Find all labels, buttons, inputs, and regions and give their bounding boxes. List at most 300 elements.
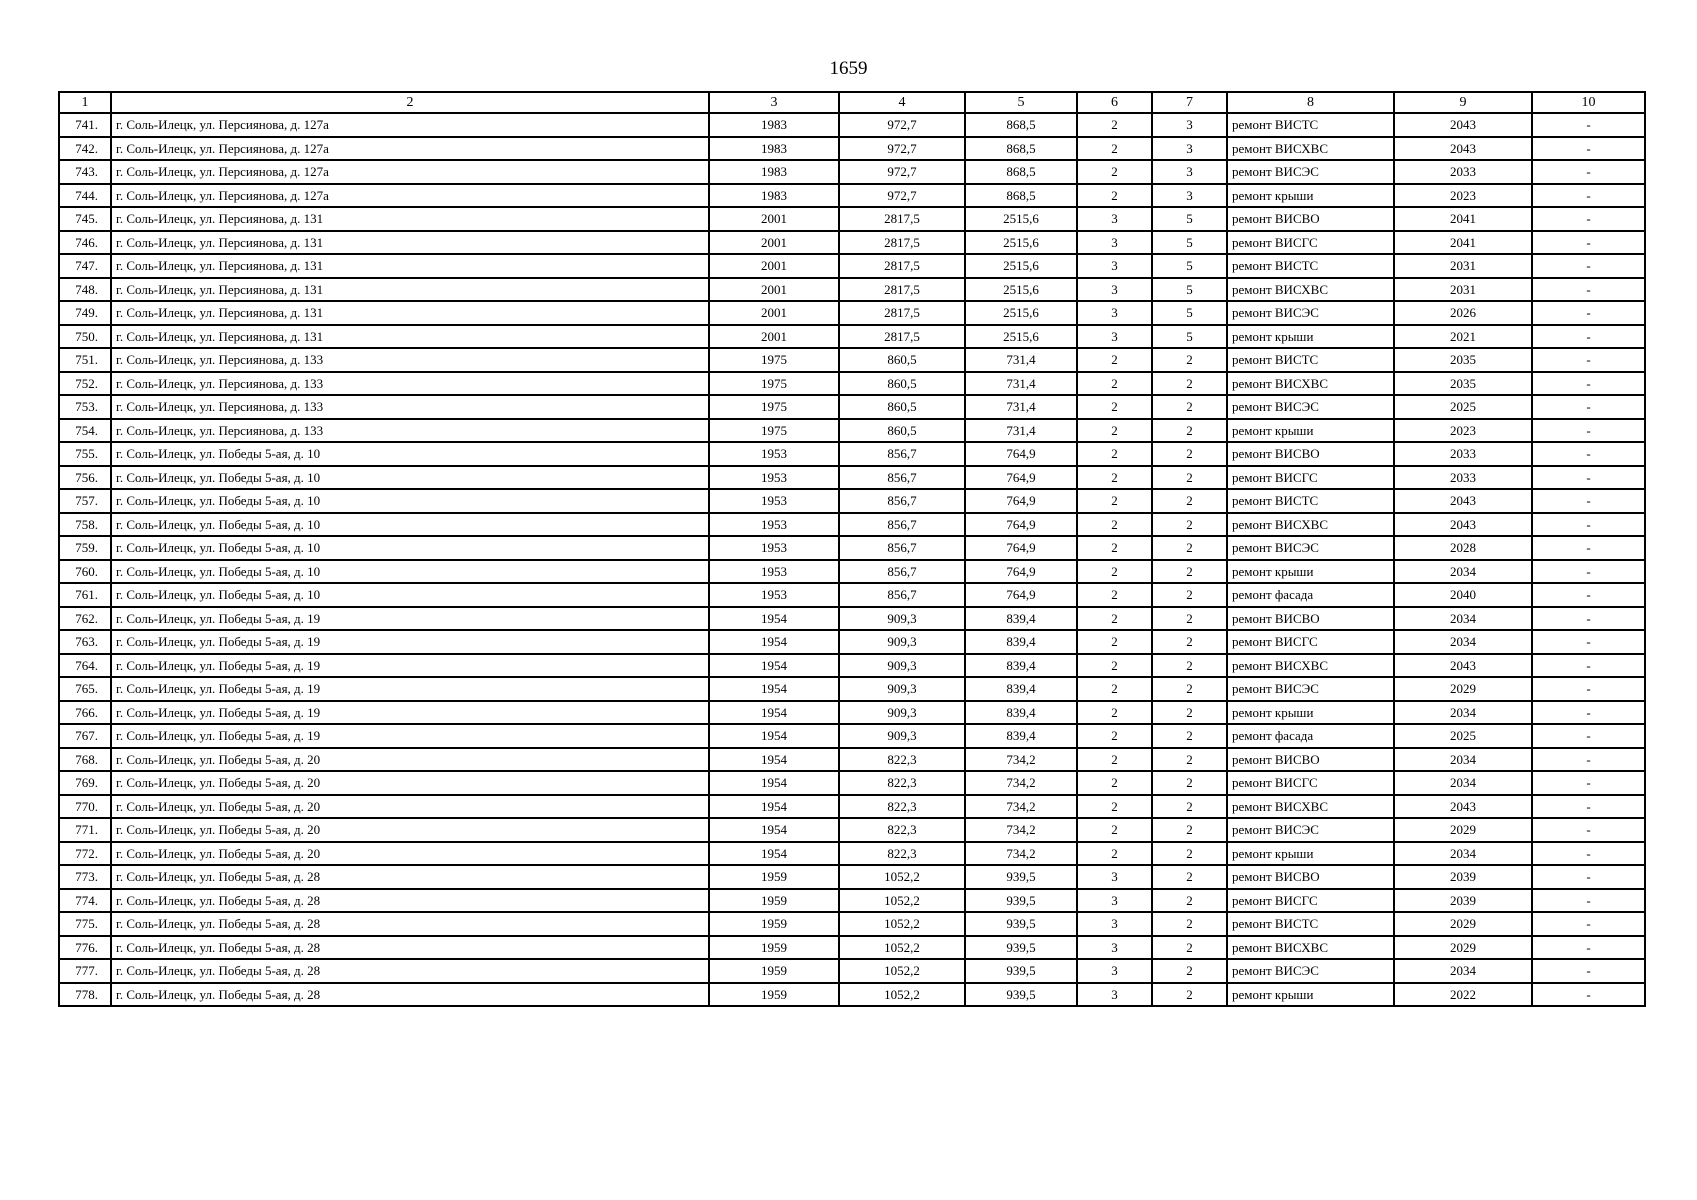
work-type-cell: ремонт ВИСВО (1227, 207, 1394, 231)
planned-year-cell: 2040 (1394, 583, 1532, 607)
note-cell: - (1532, 654, 1645, 678)
table-row (59, 607, 1645, 631)
year-cell: 1953 (709, 466, 839, 490)
planned-year-cell: 2031 (1394, 254, 1532, 278)
address-cell: г. Соль-Илецк, ул. Персиянова, д. 133 (111, 372, 709, 396)
note-cell: - (1532, 325, 1645, 349)
living-area-cell: 839,4 (965, 630, 1077, 654)
address-cell: г. Соль-Илецк, ул. Победы 5-ая, д. 10 (111, 536, 709, 560)
note-cell: - (1532, 536, 1645, 560)
note-cell: - (1532, 936, 1645, 960)
entrances-cell: 5 (1152, 254, 1227, 278)
note-cell: - (1532, 278, 1645, 302)
entrances-cell: 2 (1152, 560, 1227, 584)
entrances-cell: 2 (1152, 818, 1227, 842)
living-area-cell: 731,4 (965, 372, 1077, 396)
year-cell: 1954 (709, 842, 839, 866)
table-row (59, 419, 1645, 443)
total-area-cell: 2817,5 (839, 231, 965, 255)
row-number-cell: 772. (59, 842, 111, 866)
total-area-cell: 1052,2 (839, 959, 965, 983)
year-cell: 1954 (709, 607, 839, 631)
note-cell: - (1532, 395, 1645, 419)
planned-year-cell: 2023 (1394, 184, 1532, 208)
work-type-cell: ремонт ВИСЭС (1227, 160, 1394, 184)
planned-year-cell: 2029 (1394, 677, 1532, 701)
year-cell: 2001 (709, 278, 839, 302)
planned-year-cell: 2025 (1394, 724, 1532, 748)
floors-cell: 2 (1077, 419, 1152, 443)
year-cell: 1954 (709, 701, 839, 725)
note-cell: - (1532, 842, 1645, 866)
row-number-cell: 753. (59, 395, 111, 419)
floors-cell: 2 (1077, 748, 1152, 772)
entrances-cell: 5 (1152, 301, 1227, 325)
table-row (59, 560, 1645, 584)
floors-cell: 2 (1077, 348, 1152, 372)
entrances-cell: 3 (1152, 160, 1227, 184)
address-cell: г. Соль-Илецк, ул. Победы 5-ая, д. 19 (111, 630, 709, 654)
row-number-cell: 755. (59, 442, 111, 466)
address-cell: г. Соль-Илецк, ул. Персиянова, д. 127а (111, 160, 709, 184)
total-area-cell: 2817,5 (839, 254, 965, 278)
work-type-cell: ремонт ВИСХВС (1227, 137, 1394, 161)
address-cell: г. Соль-Илецк, ул. Победы 5-ая, д. 19 (111, 724, 709, 748)
note-cell: - (1532, 184, 1645, 208)
note-cell: - (1532, 160, 1645, 184)
living-area-cell: 2515,6 (965, 278, 1077, 302)
planned-year-cell: 2034 (1394, 630, 1532, 654)
entrances-cell: 2 (1152, 513, 1227, 537)
floors-cell: 2 (1077, 630, 1152, 654)
year-cell: 1975 (709, 372, 839, 396)
row-number-cell: 746. (59, 231, 111, 255)
total-area-cell: 909,3 (839, 677, 965, 701)
table-row (59, 912, 1645, 936)
year-cell: 1954 (709, 677, 839, 701)
year-cell: 2001 (709, 207, 839, 231)
table-row (59, 771, 1645, 795)
note-cell: - (1532, 889, 1645, 913)
total-area-cell: 972,7 (839, 113, 965, 137)
entrances-cell: 2 (1152, 654, 1227, 678)
year-cell: 1983 (709, 113, 839, 137)
header-row (59, 92, 1645, 113)
work-type-cell: ремонт ВИСТС (1227, 489, 1394, 513)
planned-year-cell: 2041 (1394, 231, 1532, 255)
living-area-cell: 764,9 (965, 536, 1077, 560)
address-cell: г. Соль-Илецк, ул. Победы 5-ая, д. 10 (111, 513, 709, 537)
note-cell: - (1532, 701, 1645, 725)
work-type-cell: ремонт ВИСТС (1227, 348, 1394, 372)
table-row (59, 959, 1645, 983)
note-cell: - (1532, 113, 1645, 137)
entrances-cell: 2 (1152, 724, 1227, 748)
floors-cell: 3 (1077, 983, 1152, 1007)
note-cell: - (1532, 724, 1645, 748)
year-cell: 1959 (709, 912, 839, 936)
floors-cell: 2 (1077, 701, 1152, 725)
floors-cell: 2 (1077, 466, 1152, 490)
year-cell: 1959 (709, 865, 839, 889)
row-number-cell: 765. (59, 677, 111, 701)
total-area-cell: 2817,5 (839, 325, 965, 349)
total-area-cell: 909,3 (839, 607, 965, 631)
total-area-cell: 822,3 (839, 842, 965, 866)
work-type-cell: ремонт ВИСГС (1227, 466, 1394, 490)
note-cell: - (1532, 583, 1645, 607)
note-cell: - (1532, 419, 1645, 443)
planned-year-cell: 2025 (1394, 395, 1532, 419)
address-cell: г. Соль-Илецк, ул. Победы 5-ая, д. 10 (111, 442, 709, 466)
column-header: 10 (1532, 92, 1645, 113)
table-row (59, 207, 1645, 231)
column-header: 5 (965, 92, 1077, 113)
entrances-cell: 5 (1152, 278, 1227, 302)
row-number-cell: 761. (59, 583, 111, 607)
work-type-cell: ремонт ВИСВО (1227, 865, 1394, 889)
table-row (59, 372, 1645, 396)
table-row (59, 583, 1645, 607)
row-number-cell: 756. (59, 466, 111, 490)
year-cell: 1983 (709, 137, 839, 161)
address-cell: г. Соль-Илецк, ул. Победы 5-ая, д. 28 (111, 936, 709, 960)
note-cell: - (1532, 207, 1645, 231)
row-number-cell: 759. (59, 536, 111, 560)
planned-year-cell: 2034 (1394, 560, 1532, 584)
planned-year-cell: 2043 (1394, 137, 1532, 161)
row-number-cell: 770. (59, 795, 111, 819)
note-cell: - (1532, 912, 1645, 936)
total-area-cell: 2817,5 (839, 207, 965, 231)
planned-year-cell: 2034 (1394, 771, 1532, 795)
floors-cell: 2 (1077, 842, 1152, 866)
floors-cell: 3 (1077, 231, 1152, 255)
table-row (59, 889, 1645, 913)
row-number-cell: 748. (59, 278, 111, 302)
entrances-cell: 2 (1152, 936, 1227, 960)
living-area-cell: 939,5 (965, 865, 1077, 889)
column-header: 8 (1227, 92, 1394, 113)
floors-cell: 2 (1077, 677, 1152, 701)
table-row (59, 301, 1645, 325)
address-cell: г. Соль-Илецк, ул. Персиянова, д. 127а (111, 113, 709, 137)
table-row (59, 513, 1645, 537)
living-area-cell: 839,4 (965, 607, 1077, 631)
work-type-cell: ремонт ВИСЭС (1227, 959, 1394, 983)
row-number-cell: 751. (59, 348, 111, 372)
work-type-cell: ремонт крыши (1227, 983, 1394, 1007)
total-area-cell: 856,7 (839, 442, 965, 466)
row-number-cell: 775. (59, 912, 111, 936)
living-area-cell: 764,9 (965, 513, 1077, 537)
work-type-cell: ремонт ВИСХВС (1227, 654, 1394, 678)
floors-cell: 2 (1077, 724, 1152, 748)
address-cell: г. Соль-Илецк, ул. Персиянова, д. 131 (111, 231, 709, 255)
work-type-cell: ремонт крыши (1227, 701, 1394, 725)
living-area-cell: 734,2 (965, 842, 1077, 866)
planned-year-cell: 2034 (1394, 748, 1532, 772)
floors-cell: 3 (1077, 936, 1152, 960)
floors-cell: 3 (1077, 912, 1152, 936)
entrances-cell: 2 (1152, 419, 1227, 443)
floors-cell: 2 (1077, 771, 1152, 795)
year-cell: 1954 (709, 748, 839, 772)
column-header: 7 (1152, 92, 1227, 113)
total-area-cell: 1052,2 (839, 936, 965, 960)
planned-year-cell: 2034 (1394, 607, 1532, 631)
note-cell: - (1532, 513, 1645, 537)
planned-year-cell: 2035 (1394, 372, 1532, 396)
total-area-cell: 2817,5 (839, 301, 965, 325)
note-cell: - (1532, 630, 1645, 654)
year-cell: 1953 (709, 536, 839, 560)
floors-cell: 3 (1077, 325, 1152, 349)
note-cell: - (1532, 489, 1645, 513)
note-cell: - (1532, 677, 1645, 701)
table-row (59, 254, 1645, 278)
year-cell: 1953 (709, 513, 839, 537)
work-type-cell: ремонт ВИСЭС (1227, 536, 1394, 560)
planned-year-cell: 2034 (1394, 842, 1532, 866)
year-cell: 1959 (709, 936, 839, 960)
table-row (59, 701, 1645, 725)
living-area-cell: 2515,6 (965, 207, 1077, 231)
repair-schedule-table (58, 91, 1646, 1007)
row-number-cell: 743. (59, 160, 111, 184)
entrances-cell: 5 (1152, 231, 1227, 255)
table-row (59, 442, 1645, 466)
work-type-cell: ремонт ВИСТС (1227, 912, 1394, 936)
year-cell: 1975 (709, 348, 839, 372)
row-number-cell: 766. (59, 701, 111, 725)
note-cell: - (1532, 254, 1645, 278)
year-cell: 1953 (709, 442, 839, 466)
living-area-cell: 2515,6 (965, 325, 1077, 349)
table-row (59, 842, 1645, 866)
living-area-cell: 939,5 (965, 959, 1077, 983)
table-row (59, 936, 1645, 960)
floors-cell: 2 (1077, 536, 1152, 560)
address-cell: г. Соль-Илецк, ул. Победы 5-ая, д. 20 (111, 771, 709, 795)
year-cell: 2001 (709, 301, 839, 325)
floors-cell: 2 (1077, 372, 1152, 396)
row-number-cell: 762. (59, 607, 111, 631)
total-area-cell: 856,7 (839, 513, 965, 537)
note-cell: - (1532, 865, 1645, 889)
column-header: 4 (839, 92, 965, 113)
planned-year-cell: 2034 (1394, 959, 1532, 983)
floors-cell: 2 (1077, 654, 1152, 678)
living-area-cell: 939,5 (965, 936, 1077, 960)
table-row (59, 278, 1645, 302)
entrances-cell: 2 (1152, 865, 1227, 889)
living-area-cell: 868,5 (965, 160, 1077, 184)
floors-cell: 2 (1077, 442, 1152, 466)
planned-year-cell: 2043 (1394, 654, 1532, 678)
row-number-cell: 764. (59, 654, 111, 678)
table-row (59, 160, 1645, 184)
total-area-cell: 860,5 (839, 372, 965, 396)
floors-cell: 2 (1077, 184, 1152, 208)
living-area-cell: 764,9 (965, 560, 1077, 584)
living-area-cell: 868,5 (965, 137, 1077, 161)
row-number-cell: 749. (59, 301, 111, 325)
note-cell: - (1532, 983, 1645, 1007)
address-cell: г. Соль-Илецк, ул. Персиянова, д. 131 (111, 254, 709, 278)
living-area-cell: 734,2 (965, 771, 1077, 795)
year-cell: 1954 (709, 654, 839, 678)
work-type-cell: ремонт ВИСГС (1227, 889, 1394, 913)
planned-year-cell: 2039 (1394, 889, 1532, 913)
planned-year-cell: 2043 (1394, 513, 1532, 537)
total-area-cell: 860,5 (839, 348, 965, 372)
floors-cell: 2 (1077, 113, 1152, 137)
living-area-cell: 731,4 (965, 395, 1077, 419)
note-cell: - (1532, 959, 1645, 983)
planned-year-cell: 2033 (1394, 442, 1532, 466)
entrances-cell: 2 (1152, 630, 1227, 654)
row-number-cell: 754. (59, 419, 111, 443)
year-cell: 1983 (709, 160, 839, 184)
table-row (59, 983, 1645, 1007)
total-area-cell: 909,3 (839, 630, 965, 654)
column-header: 1 (59, 92, 111, 113)
work-type-cell: ремонт ВИСТС (1227, 113, 1394, 137)
entrances-cell: 2 (1152, 983, 1227, 1007)
planned-year-cell: 2033 (1394, 466, 1532, 490)
total-area-cell: 1052,2 (839, 889, 965, 913)
row-number-cell: 769. (59, 771, 111, 795)
year-cell: 1954 (709, 630, 839, 654)
address-cell: г. Соль-Илецк, ул. Персиянова, д. 131 (111, 207, 709, 231)
floors-cell: 2 (1077, 395, 1152, 419)
entrances-cell: 2 (1152, 372, 1227, 396)
address-cell: г. Соль-Илецк, ул. Персиянова, д. 133 (111, 348, 709, 372)
row-number-cell: 771. (59, 818, 111, 842)
note-cell: - (1532, 231, 1645, 255)
entrances-cell: 2 (1152, 748, 1227, 772)
year-cell: 1959 (709, 983, 839, 1007)
address-cell: г. Соль-Илецк, ул. Победы 5-ая, д. 28 (111, 889, 709, 913)
row-number-cell: 747. (59, 254, 111, 278)
floors-cell: 2 (1077, 818, 1152, 842)
living-area-cell: 764,9 (965, 489, 1077, 513)
work-type-cell: ремонт крыши (1227, 842, 1394, 866)
total-area-cell: 909,3 (839, 724, 965, 748)
floors-cell: 3 (1077, 207, 1152, 231)
total-area-cell: 856,7 (839, 489, 965, 513)
table-row (59, 748, 1645, 772)
planned-year-cell: 2031 (1394, 278, 1532, 302)
entrances-cell: 2 (1152, 912, 1227, 936)
living-area-cell: 734,2 (965, 818, 1077, 842)
work-type-cell: ремонт ВИСЭС (1227, 818, 1394, 842)
address-cell: г. Соль-Илецк, ул. Победы 5-ая, д. 20 (111, 842, 709, 866)
year-cell: 1954 (709, 771, 839, 795)
total-area-cell: 856,7 (839, 560, 965, 584)
total-area-cell: 909,3 (839, 701, 965, 725)
living-area-cell: 2515,6 (965, 231, 1077, 255)
entrances-cell: 2 (1152, 466, 1227, 490)
floors-cell: 3 (1077, 254, 1152, 278)
table-row (59, 113, 1645, 137)
column-header: 9 (1394, 92, 1532, 113)
planned-year-cell: 2035 (1394, 348, 1532, 372)
work-type-cell: ремонт крыши (1227, 419, 1394, 443)
address-cell: г. Соль-Илецк, ул. Персиянова, д. 133 (111, 419, 709, 443)
total-area-cell: 972,7 (839, 184, 965, 208)
work-type-cell: ремонт ВИСВО (1227, 607, 1394, 631)
entrances-cell: 3 (1152, 184, 1227, 208)
year-cell: 1959 (709, 959, 839, 983)
note-cell: - (1532, 442, 1645, 466)
floors-cell: 3 (1077, 959, 1152, 983)
row-number-cell: 776. (59, 936, 111, 960)
planned-year-cell: 2034 (1394, 701, 1532, 725)
address-cell: г. Соль-Илецк, ул. Победы 5-ая, д. 28 (111, 912, 709, 936)
address-cell: г. Соль-Илецк, ул. Победы 5-ая, д. 10 (111, 583, 709, 607)
column-header: 2 (111, 92, 709, 113)
living-area-cell: 764,9 (965, 583, 1077, 607)
year-cell: 1953 (709, 560, 839, 584)
year-cell: 1954 (709, 795, 839, 819)
total-area-cell: 822,3 (839, 818, 965, 842)
living-area-cell: 939,5 (965, 889, 1077, 913)
year-cell: 1959 (709, 889, 839, 913)
entrances-cell: 2 (1152, 889, 1227, 913)
planned-year-cell: 2029 (1394, 936, 1532, 960)
planned-year-cell: 2043 (1394, 113, 1532, 137)
living-area-cell: 764,9 (965, 442, 1077, 466)
address-cell: г. Соль-Илецк, ул. Победы 5-ая, д. 20 (111, 748, 709, 772)
table-row (59, 654, 1645, 678)
address-cell: г. Соль-Илецк, ул. Персиянова, д. 131 (111, 301, 709, 325)
entrances-cell: 5 (1152, 325, 1227, 349)
planned-year-cell: 2039 (1394, 865, 1532, 889)
floors-cell: 3 (1077, 278, 1152, 302)
year-cell: 1954 (709, 818, 839, 842)
table-row (59, 231, 1645, 255)
table-row (59, 489, 1645, 513)
address-cell: г. Соль-Илецк, ул. Персиянова, д. 133 (111, 395, 709, 419)
year-cell: 2001 (709, 325, 839, 349)
living-area-cell: 764,9 (965, 466, 1077, 490)
row-number-cell: 757. (59, 489, 111, 513)
table-row (59, 865, 1645, 889)
page-number: 1659 (829, 58, 868, 79)
entrances-cell: 2 (1152, 677, 1227, 701)
floors-cell: 2 (1077, 513, 1152, 537)
work-type-cell: ремонт ВИСВО (1227, 442, 1394, 466)
table-body (59, 113, 1645, 1006)
planned-year-cell: 2043 (1394, 795, 1532, 819)
planned-year-cell: 2023 (1394, 419, 1532, 443)
work-type-cell: ремонт ВИСХВС (1227, 372, 1394, 396)
entrances-cell: 2 (1152, 701, 1227, 725)
living-area-cell: 839,4 (965, 701, 1077, 725)
table-row (59, 395, 1645, 419)
address-cell: г. Соль-Илецк, ул. Персиянова, д. 127а (111, 137, 709, 161)
total-area-cell: 972,7 (839, 137, 965, 161)
work-type-cell: ремонт ВИСХВС (1227, 278, 1394, 302)
entrances-cell: 3 (1152, 137, 1227, 161)
address-cell: г. Соль-Илецк, ул. Победы 5-ая, д. 28 (111, 983, 709, 1007)
floors-cell: 2 (1077, 489, 1152, 513)
planned-year-cell: 2033 (1394, 160, 1532, 184)
row-number-cell: 745. (59, 207, 111, 231)
address-cell: г. Соль-Илецк, ул. Победы 5-ая, д. 19 (111, 654, 709, 678)
